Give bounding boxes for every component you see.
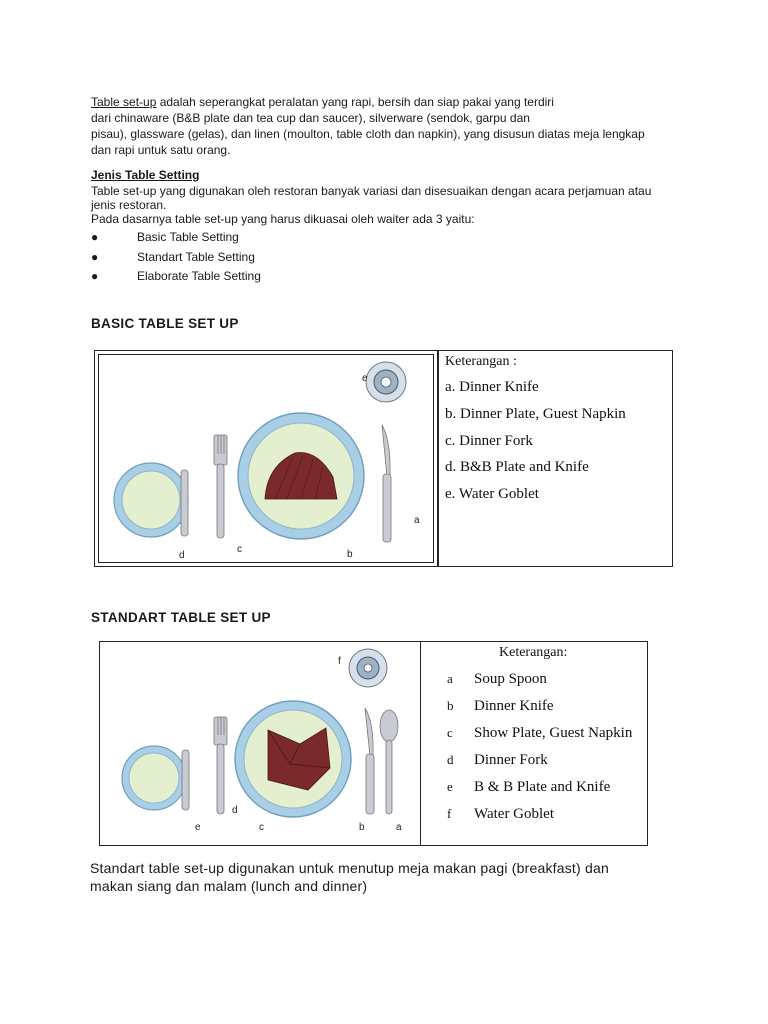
basic-illustration [95,351,437,566]
list-item-label: Elaborate Table Setting [137,269,261,283]
legend-title: Keterangan: [499,645,568,660]
intro-line-2: dari chinaware (B&B plate dan tea cup dan saucer), silverware (sendok, garpu dan [91,111,530,125]
label-d: d [232,805,238,816]
closing-line-2: makan siang dan malam (lunch and dinner) [90,878,368,894]
label-b: b [359,822,365,833]
list-item [91,229,391,245]
legend-item: Dinner Knife [474,698,554,714]
label-e: e [362,373,368,384]
knife-icon [181,470,188,536]
legend-title: Keterangan : [445,354,517,369]
label-a: a [414,515,420,526]
label-d: d [179,550,185,561]
legend-key: d [447,752,454,767]
intro-line-1 [91,94,691,110]
spoon-icon [380,710,398,814]
jenis-line-3: Pada dasarnya table set-up yang harus dikuasai oleh waiter ada 3 yaitu: [91,212,475,226]
legend-item: e. Water Goblet [445,486,539,502]
legend-key: c [447,725,453,740]
jenis-line-1: Table set-up yang digunakan oleh restoran banyak variasi dan disesuaikan dengan acara perjamuan atau [91,184,652,198]
standart-figure [99,641,422,846]
goblet-icon [366,362,406,402]
closing-paragraph [90,859,730,895]
jenis-paragraph [91,183,691,227]
legend-item: Show Plate, Guest Napkin [474,725,633,741]
standart-heading: STANDART TABLE SET UP [91,610,271,625]
intro-line-1-text: adalah seperangkat peralatan yang rapi, bersih dan siap pakai yang terdiri [156,95,554,109]
basic-legend [438,350,673,567]
legend-item: B & B Plate and Knife [474,779,611,795]
legend-item: Dinner Fork [474,752,548,768]
knife-icon [182,750,189,810]
legend-key: b [447,698,454,713]
list-item [91,249,391,265]
legend-item: Soup Spoon [474,671,547,687]
list-item-label: Standart Table Setting [137,250,255,264]
list-item [91,268,391,284]
intro-line-4: dan rapi untuk satu orang. [91,143,231,157]
jenis-line-2: jenis restoran. [91,198,167,212]
legend-item: d. B&B Plate and Knife [445,459,589,475]
legend-key: e [447,779,453,794]
basic-figure [94,350,438,567]
list-item-label: Basic Table Setting [137,230,239,244]
label-c: c [259,822,264,833]
label-e: e [195,822,201,833]
legend-item: b. Dinner Plate, Guest Napkin [445,406,626,422]
fork-icon [214,717,227,814]
legend-item: c. Dinner Fork [445,433,533,449]
legend-item: a. Dinner Knife [445,379,539,395]
standart-illustration [100,642,421,845]
closing-line-1: Standart table set-up digunakan untuk menutup meja makan pagi (breakfast) dan [90,860,609,876]
label-b: b [347,549,353,560]
bullet-icon: ● [91,250,99,264]
term-link: Table set-up [91,95,157,109]
knife-icon [365,708,374,814]
legend-key: f [447,806,452,821]
legend-key: a [447,671,453,686]
label-a: a [396,822,402,833]
fork-icon [214,435,227,538]
intro-paragraph [91,94,691,158]
plate-icon [122,746,186,810]
knife-icon [382,425,391,542]
bullet-icon: ● [91,230,99,244]
legend-item: Water Goblet [474,806,555,822]
basic-heading: BASIC TABLE SET UP [91,316,239,331]
jenis-title: Jenis Table Setting [91,168,200,182]
standart-legend [420,641,648,846]
bullet-icon: ● [91,269,99,283]
label-f: f [338,656,341,667]
intro-line-3: pisau), glassware (gelas), dan linen (moulton, table cloth dan napkin), yang disusun diatas meja lengkap [91,127,645,141]
label-c: c [237,544,242,555]
plate-icon [114,463,188,537]
goblet-icon [349,649,387,687]
